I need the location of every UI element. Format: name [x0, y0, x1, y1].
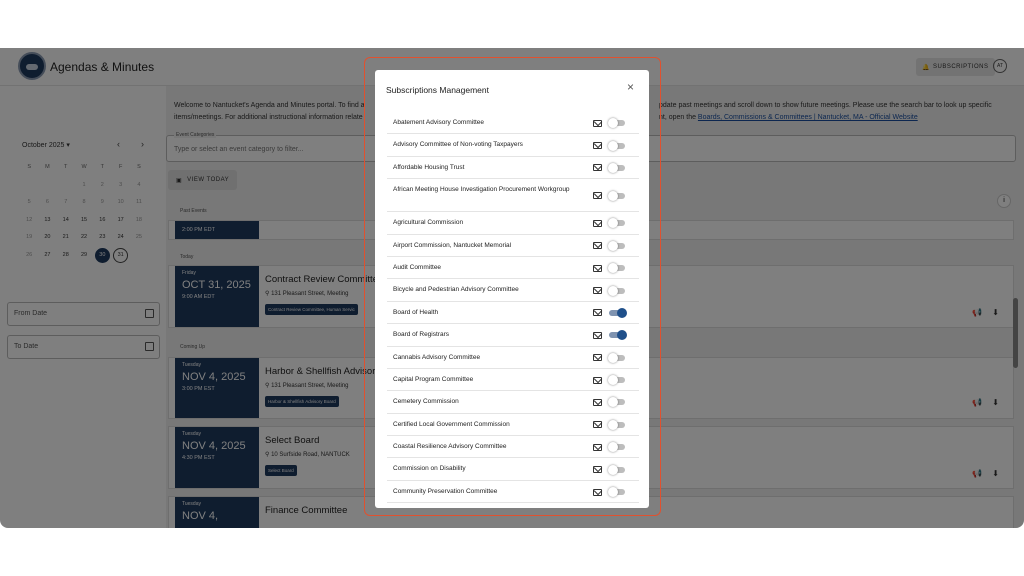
subscription-toggle[interactable]: [609, 399, 625, 405]
subscription-row: [387, 458, 639, 480]
toggle-knob: [608, 397, 618, 407]
mail-icon: [593, 287, 602, 294]
subscription-toggle[interactable]: [609, 355, 625, 361]
mail-icon: [593, 242, 602, 249]
toggle-knob: [608, 442, 618, 452]
mail-icon: [593, 466, 602, 473]
mail-icon: [593, 309, 602, 316]
subscription-name: Agricultural Commission: [393, 219, 464, 227]
app-window: [0, 48, 1024, 528]
subscription-toggle[interactable]: [609, 143, 625, 149]
mail-icon: [593, 164, 602, 171]
subscription-name: Affordable Housing Trust: [393, 163, 465, 171]
toggle-knob: [608, 118, 618, 128]
subscription-name: Commission on Disability: [393, 465, 466, 473]
subscriptions-modal: [375, 70, 649, 508]
toggle-knob: [608, 375, 618, 385]
mail-icon: [593, 354, 602, 361]
subscription-toggle[interactable]: [609, 422, 625, 428]
subscription-name: Community Preservation Committee: [393, 487, 498, 495]
toggle-knob: [608, 487, 618, 497]
subscription-name: Bicycle and Pedestrian Advisory Committee: [393, 286, 519, 294]
subscription-row: [387, 235, 639, 257]
subscription-toggle[interactable]: [609, 193, 625, 199]
close-icon[interactable]: ×: [627, 80, 635, 94]
toggle-knob: [608, 141, 618, 151]
subscription-name: Coastal Resilience Advisory Committee: [393, 443, 507, 451]
subscription-row: [387, 391, 639, 413]
subscription-row: [387, 347, 639, 369]
subscription-toggle[interactable]: [609, 265, 625, 271]
toggle-knob: [608, 420, 618, 430]
mail-icon: [593, 220, 602, 227]
subscription-toggle[interactable]: [609, 243, 625, 249]
subscription-name: Abatement Advisory Committee: [393, 119, 485, 126]
subscription-row: [387, 134, 639, 156]
subscription-row: [387, 414, 639, 436]
subscription-name: Cannabis Advisory Committee: [393, 353, 481, 361]
subscription-toggle[interactable]: [609, 310, 625, 316]
subscription-toggle[interactable]: [609, 467, 625, 473]
toggle-knob: [608, 241, 618, 251]
subscription-toggle[interactable]: [609, 220, 625, 226]
subscription-toggle[interactable]: [609, 332, 625, 338]
mail-icon: [593, 399, 602, 406]
subscription-name: Airport Commission, Nantucket Memorial: [393, 241, 512, 249]
subscription-toggle[interactable]: [609, 165, 625, 171]
toggle-knob: [608, 263, 618, 273]
subscription-name: Audit Committee: [393, 263, 442, 271]
subscription-row: [387, 302, 639, 324]
mail-icon: [593, 377, 602, 384]
subscription-toggle[interactable]: [609, 377, 625, 383]
subscription-name: African Meeting House Investigation Procurement Workgroup: [393, 186, 570, 194]
mail-icon: [593, 444, 602, 451]
toggle-knob: [608, 286, 618, 296]
mail-icon: [593, 265, 602, 272]
subscription-row: [387, 112, 639, 134]
subscription-name: Certified Local Government Commission: [393, 420, 510, 428]
mail-icon: [593, 332, 602, 339]
subscription-name: Capital Program Committee: [393, 375, 474, 383]
toggle-knob: [608, 353, 618, 363]
mail-icon: [593, 142, 602, 149]
subscription-row: [387, 212, 639, 234]
toggle-knob: [617, 308, 627, 318]
subscription-row: [387, 179, 639, 212]
toggle-knob: [617, 330, 627, 340]
subscription-row: [387, 157, 639, 179]
subscriptions-list: [387, 112, 639, 503]
mail-icon: [593, 421, 602, 428]
subscription-row: [387, 324, 639, 346]
subscription-name: Board of Registrars: [393, 331, 449, 339]
subscription-row: [387, 279, 639, 301]
mail-icon: [593, 192, 602, 199]
subscription-toggle[interactable]: [609, 120, 625, 126]
toggle-knob: [608, 191, 618, 201]
subscription-toggle[interactable]: [609, 444, 625, 450]
toggle-knob: [608, 163, 618, 173]
subscription-toggle[interactable]: [609, 489, 625, 495]
modal-title: Subscriptions Management: [386, 85, 490, 95]
subscription-row: [387, 436, 639, 458]
subscription-row: [387, 481, 639, 503]
mail-icon: [593, 489, 602, 496]
mail-icon: [593, 120, 602, 127]
toggle-knob: [608, 465, 618, 475]
subscription-row: [387, 257, 639, 279]
subscription-toggle[interactable]: [609, 288, 625, 294]
subscription-row: [387, 369, 639, 391]
subscription-name: Cemetery Commission: [393, 398, 459, 406]
toggle-knob: [608, 218, 618, 228]
subscription-name: Board of Health: [393, 308, 439, 316]
subscription-name: Advisory Committee of Non-voting Taxpayers: [393, 141, 523, 149]
